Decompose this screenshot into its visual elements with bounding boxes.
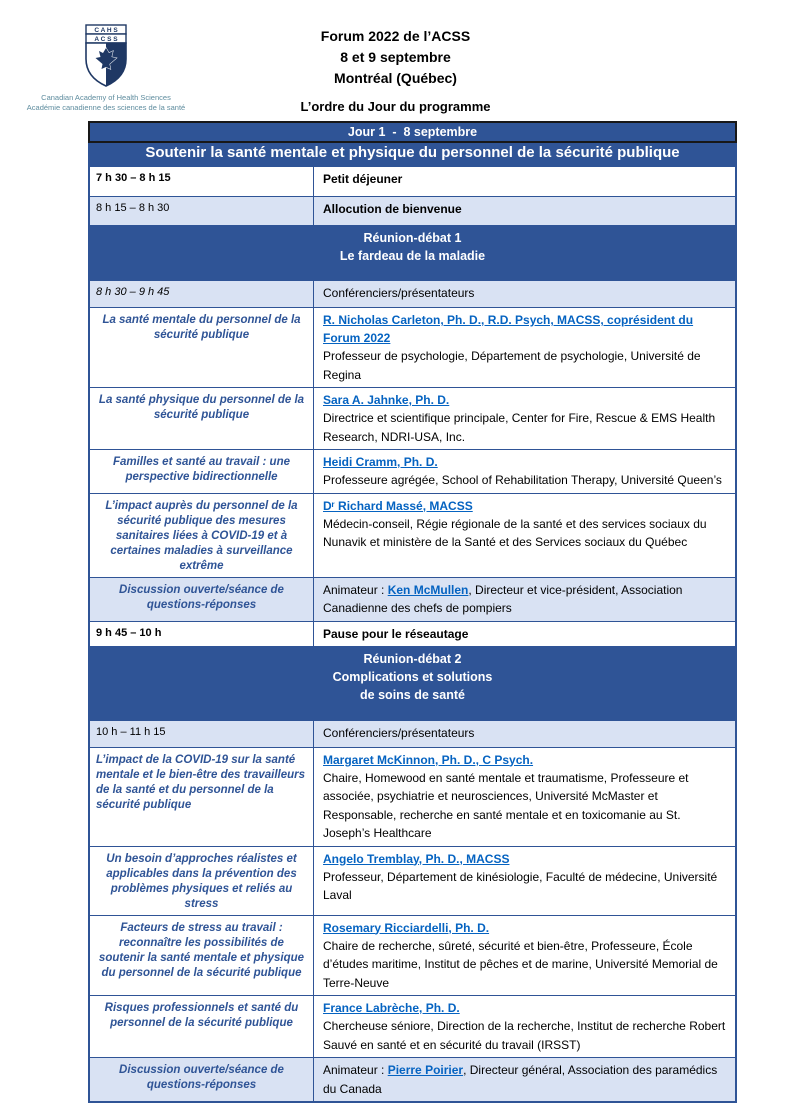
session-topic: Risques professionnels et santé du personnel de la sécurité publique: [90, 996, 314, 1057]
event-cell: Conférenciers/présentateurs: [323, 286, 475, 300]
row-discussion-1: [88, 578, 737, 622]
logo-caption-fr: Académie canadienne des sciences de la santé: [26, 103, 186, 112]
row-cramm: [88, 450, 737, 494]
moderator-cell: [314, 578, 735, 621]
speaker-link[interactable]: Rosemary Ricciardelli, Ph. D.: [323, 920, 490, 935]
speaker-link[interactable]: R. Nicholas Carleton, Ph. D., R.D. Psych, MACSS, coprésident du Forum 2022: [323, 313, 694, 345]
banner-line: Réunion-débat 2: [363, 651, 462, 666]
row-conferenciers-1: [88, 281, 737, 308]
session-topic: La santé physique du personnel de la sécurité publique: [90, 388, 314, 449]
program-schedule-table: [88, 121, 737, 1103]
speaker-cell: [314, 996, 735, 1057]
banner-reunion-debat-2: [88, 647, 737, 721]
forum-location: Montréal (Québec): [334, 70, 457, 86]
speaker-description: Chaire de recherche, sûreté, sécurité et bien-être, Professeure, École d’études maritime, Institut de pêches et de marine, Université Memorial de Terre-Neuve: [323, 938, 718, 990]
cahs-shield-icon: [77, 24, 135, 88]
row-discussion-2: [88, 1058, 737, 1103]
banner-line: Complications et solutions: [332, 669, 493, 684]
session-topic: L’impact de la COVID-19 sur la santé mentale et le bien-être des travailleurs de la santé et du personnel de la sécurité publique: [90, 748, 314, 846]
session-topic: Facteurs de stress au travail : reconnaître les possibilités de soutenir la santé mentale et physique du personnel de la sécurité publique: [90, 916, 314, 996]
moderator-link[interactable]: Ken McMullen: [387, 582, 469, 597]
session-topic: Discussion ouverte/séance de questions-réponses: [90, 578, 314, 621]
event-cell: Pause pour le réseautage: [323, 626, 469, 641]
banner-line: Réunion-débat 1: [363, 231, 462, 245]
theme-header: Soutenir la santé mentale et physique du personnel de la sécurité publique: [88, 143, 737, 167]
moderator-prefix: Animateur :: [323, 1063, 388, 1077]
row-conferenciers-2: [88, 721, 737, 748]
event-cell: Petit déjeuner: [323, 172, 403, 186]
moderator-cell: [314, 1058, 735, 1101]
time-cell: 8 h 15 – 8 h 30: [90, 197, 314, 225]
row-labreche: [88, 996, 737, 1058]
row-masse: [88, 494, 737, 578]
speaker-description: Médecin-conseil, Régie régionale de la santé et des services sociaux du Nunavik et ministère de la Santé et des Services sociaux du Québec: [323, 516, 707, 549]
session-topic: Discussion ouverte/séance de questions-réponses: [90, 1058, 314, 1101]
cahs-logo-block: [16, 24, 196, 113]
session-topic: La santé mentale du personnel de la sécurité publique: [90, 308, 314, 387]
banner-reunion-debat-1: [88, 226, 737, 281]
speaker-cell: [314, 388, 735, 449]
speaker-link[interactable]: Sara A. Jahnke, Ph. D.: [323, 393, 450, 407]
row-pause: [88, 622, 737, 647]
logo-caption-en: Canadian Academy of Health Sciences: [41, 93, 171, 102]
speaker-description: Professeure agrégée, School of Rehabilitation Therapy, Université Queen’s: [323, 473, 722, 487]
banner-line: de soins de santé: [360, 687, 465, 702]
speaker-cell: [314, 847, 735, 915]
session-topic: Familles et santé au travail : une perspective bidirectionnelle: [90, 450, 314, 493]
session-topic: Un besoin d’approches réalistes et applicables dans la prévention des problèmes physiques et reliés au stress: [90, 847, 314, 915]
speaker-description: Directrice et scientifique principale, Center for Fire, Rescue & EMS Health Research, NDRI-USA, Inc.: [323, 411, 716, 444]
moderator-link[interactable]: Pierre Poirier: [387, 1063, 464, 1077]
speaker-link[interactable]: Margaret McKinnon, Ph. D., C Psych.: [323, 752, 534, 767]
row-carleton: [88, 308, 737, 388]
speaker-link[interactable]: Angelo Tremblay, Ph. D., MACSS: [323, 851, 510, 866]
banner-line: Le fardeau de la maladie: [339, 249, 486, 263]
day-header: Jour 1 - 8 septembre: [88, 121, 737, 143]
time-cell: 7 h 30 – 8 h 15: [90, 167, 314, 196]
speaker-description: Professeur, Département de kinésiologie, Faculté de médecine, Université Laval: [323, 869, 718, 902]
forum-dates: 8 et 9 septembre: [340, 49, 451, 65]
speaker-description: Chaire, Homewood en santé mentale et traumatisme, Professeure et associée, psychiatrie et neurosciences, Université McMaster et Responsable, recherche en santé mentale et en toxicomanie au St. Joseph’s Healthcare: [323, 770, 689, 840]
event-cell: Conférenciers/présentateurs: [323, 725, 475, 740]
speaker-link[interactable]: France Labrèche, Ph. D.: [323, 1001, 460, 1015]
time-cell: 8 h 30 – 9 h 45: [90, 281, 314, 307]
speaker-cell: [314, 308, 735, 387]
moderator-suffix: , Directeur et vice-président, Association Canadienne des chefs de pompiers: [323, 582, 683, 615]
session-topic: L’impact auprès du personnel de la sécurité publique des mesures sanitaires liées à COVID-19 et à certaines maladies à surveillance extrême: [90, 494, 314, 577]
moderator-prefix: Animateur :: [323, 582, 388, 597]
event-cell: Allocution de bienvenue: [323, 202, 462, 216]
speaker-description: Professeur de psychologie, Département de psychologie, Université de Regina: [323, 349, 701, 382]
time-cell: 10 h – 11 h 15: [90, 721, 314, 747]
svg-text:C A H S: C A H S: [94, 27, 118, 34]
row-petit-dejeuner: [88, 167, 737, 197]
time-cell: 9 h 45 – 10 h: [90, 622, 314, 646]
speaker-link[interactable]: Heidi Cramm, Ph. D.: [323, 455, 438, 469]
speaker-cell: [314, 916, 735, 996]
moderator-suffix: , Directeur général, Association des paramédics du Canada: [323, 1063, 718, 1096]
row-mckinnon: [88, 748, 737, 847]
logo-caption: [16, 93, 196, 113]
speaker-link[interactable]: Dʳ Richard Massé, MACSS: [323, 498, 473, 513]
speaker-description: Chercheuse séniore, Direction de la recherche, Institut de recherche Robert Sauvé en santé et en sécurité du travail (IRSST): [323, 1019, 726, 1052]
speaker-cell: [314, 450, 735, 493]
speaker-cell: [314, 494, 735, 577]
speaker-cell: [314, 748, 735, 846]
row-jahnke: [88, 388, 737, 450]
row-ricciardelli: [88, 916, 737, 997]
svg-text:A C S S: A C S S: [94, 36, 118, 43]
forum-title: Forum 2022 de l’ACSS: [320, 28, 471, 44]
row-allocution: [88, 197, 737, 226]
row-tremblay: [88, 847, 737, 916]
program-subtitle: L’ordre du Jour du programme: [300, 99, 491, 114]
